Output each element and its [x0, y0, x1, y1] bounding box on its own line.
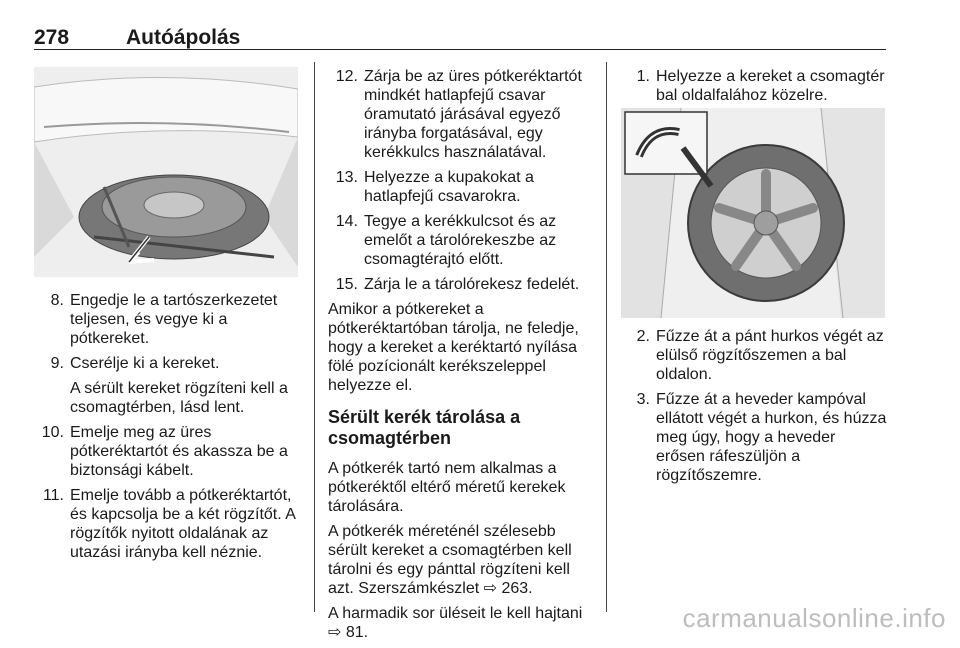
list-item — [34, 354, 300, 373]
list-item — [620, 390, 888, 485]
spare-wheel-carrier-illustration — [34, 67, 298, 277]
item-text: Emelje meg az üres pótkeréktartót és akassza be a biztonsági kábelt. — [70, 424, 288, 479]
item-text: Helyezze a kupakokat a hatlapfejű csavarokra. — [364, 169, 534, 205]
paragraph: A pótkerék tartó nem alkalmas a pótkeréktől eltérő méretű kerekek tárolására. — [328, 460, 566, 515]
page-ref-link[interactable]: 81. — [345, 624, 369, 641]
page-ref-link[interactable]: 263. — [501, 580, 533, 597]
item-number: 15. — [335, 276, 358, 293]
item-number: 13. — [335, 169, 358, 186]
header-rule — [34, 49, 886, 50]
item-number: 10. — [41, 424, 64, 441]
column-divider-1 — [314, 62, 315, 612]
page-title: Autóápolás — [126, 26, 241, 49]
column-divider-2 — [606, 62, 607, 612]
list-item — [328, 275, 590, 294]
item-number: 8. — [50, 292, 64, 309]
figure-wheel-in-cargo — [621, 108, 885, 318]
column-1 — [34, 291, 300, 568]
paragraph-text: A pótkerék méreténél szélesebb sérült kereket a csomagtérben kell tárolni és egy pánttal rögzíteni kell azt. Szerszámkészlet — [328, 523, 572, 597]
list-item — [328, 212, 590, 269]
list-item — [34, 291, 300, 348]
section-heading: Sérült kerék tárolása a csomagtérben — [328, 407, 521, 448]
list-item — [34, 423, 300, 480]
paragraph: Amikor a pótkereket a pótkeréktartóban tárolja, ne feledje, hogy a kereket a keréktartó nyílása fölé pozícionált kerékszeleppel helyezze el. — [328, 301, 579, 394]
item-text: Emelje tovább a pótkeréktartót, és kapcsolja be a két rögzítőt. A rögzítők nyitott oldalának az utazási irányba kell néznie. — [70, 487, 296, 561]
page-ref-icon: ⇨ — [328, 624, 342, 641]
list-item — [328, 67, 590, 162]
item-number: 3. — [636, 391, 650, 408]
item-number: 14. — [335, 213, 358, 230]
column-3 — [620, 67, 888, 111]
list-item — [620, 327, 888, 384]
item-text: Tegye a kerékkulcsot és az emelőt a tárolórekeszbe az csomagtérajtó előtt. — [364, 213, 557, 268]
item-number: 11. — [42, 487, 64, 504]
column-3-continued — [620, 327, 888, 491]
page-number: 278 — [34, 26, 70, 49]
wheel-in-cargo-illustration — [621, 108, 885, 318]
item-text: Zárja be az üres pótkeréktartót mindkét hatlapfejű csavar óramutató járásával egyező irányba forgatásával, egy kerékkulcs használatával. — [364, 68, 582, 161]
list-item — [34, 486, 300, 562]
figure-spare-wheel-carrier — [34, 67, 298, 277]
item-text: Cserélje ki a kereket. — [70, 355, 220, 372]
item-text: Fűzze át a heveder kampóval ellátott végét a hurkon, és húzza meg úgy, hogy a heveder erősen ráfeszüljön a rögzítőszemre. — [656, 391, 887, 484]
page-ref-icon: ⇨ — [483, 580, 498, 597]
paragraph — [328, 522, 590, 598]
item-number: 2. — [636, 328, 650, 345]
paragraph-text: A harmadik sor üléseit le kell hajtani — [328, 605, 583, 622]
item-number: 12. — [335, 68, 358, 85]
item-text: Zárja le a tárolórekesz fedelét. — [364, 276, 580, 293]
list-item — [620, 67, 888, 105]
column-2 — [328, 67, 590, 648]
item-text: Helyezze a kereket a csomagtér bal oldalfalához közelre. — [656, 68, 885, 104]
item-number: 1. — [636, 68, 650, 85]
item-number: 9. — [50, 355, 64, 372]
watermark: carmanualsonline.info — [682, 603, 946, 633]
item-text: Engedje le a tartószerkezetet teljesen, és vegye ki a pótkereket. — [70, 292, 278, 347]
item-text: Fűzze át a pánt hurkos végét az elülső rögzítőszemen a bal oldalon. — [656, 328, 884, 383]
item-subtext: A sérült kereket rögzíteni kell a csomagtérben, lásd lent. — [70, 380, 288, 416]
paragraph — [328, 604, 590, 642]
list-item — [328, 168, 590, 206]
